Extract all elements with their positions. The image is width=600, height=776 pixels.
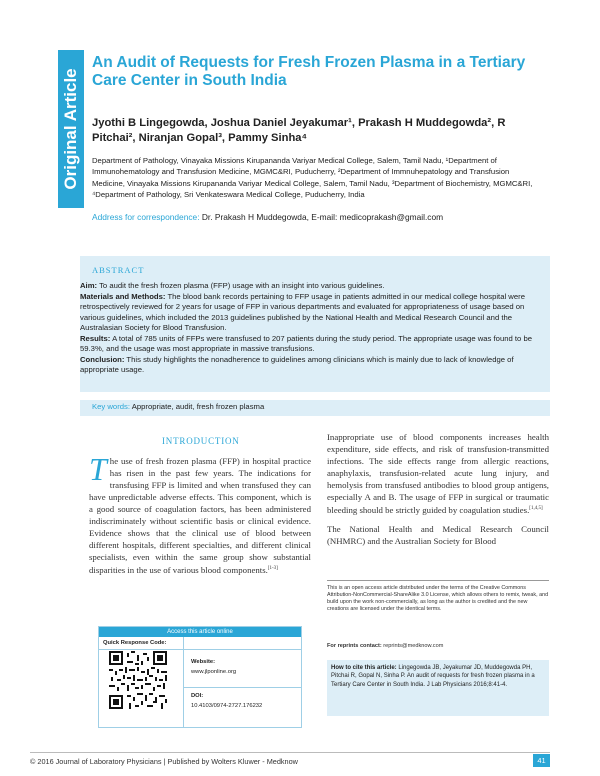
keywords-label: Key words: (92, 402, 131, 411)
divider (99, 649, 301, 650)
access-online-box (98, 626, 302, 728)
reprints-label: For reprints contact: (327, 643, 382, 649)
article-title: An Audit of Requests for Fresh Frozen Plasma in a Tertiary Care Center in South India (92, 54, 526, 89)
aim-text: To audit the fresh frozen plasma (FFP) usage with an insight into various guidelines. (99, 281, 385, 290)
citation-ref: [1-3] (267, 566, 278, 571)
reprints-email[interactable]: reprints@medknow.com (383, 643, 444, 649)
abstract-aim (80, 281, 550, 292)
citation-box (327, 660, 549, 716)
doi-link[interactable]: 10.4103/0974-2727.176232 (191, 703, 263, 709)
website-link[interactable]: www.jlponline.org (191, 669, 237, 675)
abstract-heading: ABSTRACT (92, 265, 145, 275)
results-text: A total of 785 units of FFPs were transfused to 207 patients during the study period. The appropriate usage was found to be 59.3%, and the usage was most appropriate in massive transfusions. (80, 333, 533, 353)
abstract-body (80, 281, 550, 376)
doi-label: DOI: (191, 693, 204, 699)
intro-column-right (327, 431, 549, 554)
footer-text: © 2016 Journal of Laboratory Physicians | Published by Wolters Kluwer - Medknow (30, 757, 298, 766)
abstract-methods (80, 292, 550, 334)
affiliations: Department of Pathology, Vinayaka Missions Kirupananda Variyar Medical College, Salem, Tamil Nadu, ¹Department of Immunohematology and Transfusion Medicine, MGMC&RI, Puducherry, ²Department of Immnuhepatology and Transfusion Medicine, Vinayaka Missions Kirupananda Variyar Medical College, Salem, Tamil Nadu, ³Department of Biochemistry, MGMC&RI, ⁴Department of Pathology, Sri Venkateswara Medical College, Puducherry, India (92, 156, 533, 200)
abstract-conclusion (80, 355, 550, 376)
correspondence-label: Address for correspondence: (92, 212, 200, 222)
article-type-label: Original Article (61, 68, 80, 190)
access-header: Access this article online (99, 627, 301, 637)
keywords-value: Appropriate, audit, fresh frozen plasma (131, 402, 265, 411)
methods-text: The blood bank records pertaining to FFP usage in patients admitted in our medical college hospital were retrospectively reviewed for 2 years for usage of FFP in various departments and evaluated for appropriateness of usage based on various guidelines, which included the 2013 guidelines published by the National Health and Medical Research Council and the Australasian Society for Blood Transfusion. (80, 291, 525, 332)
reprints-note (327, 643, 549, 649)
footer-divider (30, 752, 550, 753)
page-number: 41 (533, 754, 550, 767)
qr-code-icon[interactable] (109, 651, 167, 709)
intro-paragraph-2-block (327, 431, 549, 516)
abstract-results (80, 334, 550, 355)
conclusion-text: This study highlights the nonadherence to guidelines among clinicians which is mainly due to lack of knowledge of appropriate usage. (80, 354, 514, 374)
article-type-tab (58, 50, 84, 208)
divider (183, 637, 184, 727)
keywords (80, 400, 550, 416)
cite-label: How to cite this article: (331, 665, 397, 671)
correspondence (92, 212, 542, 222)
intro-paragraph-3: The National Health and Medical Research Council (NHMRC) and the Australian Society for Blood (327, 523, 549, 546)
introduction-heading: INTRODUCTION (162, 436, 240, 446)
citation-ref: [1,4,5] (529, 506, 543, 511)
website-label: Website: (191, 659, 216, 665)
intro-column-left (89, 451, 311, 576)
correspondence-value: Dr. Prakash H Muddegowda, E-mail: medicoprakash@gmail.com (201, 212, 444, 222)
qr-label: Quick Response Code: (103, 640, 167, 646)
divider (183, 687, 301, 688)
license-note: This is an open access article distributed under the terms of the Creative Commons Attribution-NonCommercial-ShareAlike 3.0 License, which allows others to remix, tweak, and build upon the work non-commercially, as long as the author is credited and the new creations are licensed under the identical terms. (327, 580, 549, 613)
intro-paragraph-2: Inappropriate use of blood components increases health expenditure, side effects, and risk of transfusion-transmitted infections. The side effects range from allergic reactions, anaphylaxis, transfusion-related acute lung injury, and hemolysis from transfused antibodies to blood group antigens, especially A and B. The usage of FFP in surgical or traumatic bleeding should be strictly guided by coagulation studies. (327, 432, 549, 515)
methods-label: Materials and Methods: (80, 291, 166, 301)
aim-label: Aim: (80, 281, 98, 290)
conclusion-label: Conclusion: (80, 354, 125, 364)
intro-paragraph-1: he use of fresh frozen plasma (FFP) in hospital practice has risen in the past few years. The indications for transfusing FFP is limited and when transfused they can have unpredictable adverse effects. This component, which is a good source of coagulation factors, has been administered indiscriminately without scientific basis or clinical evidence. Evidence shows that the clinical use of blood between different hospitals, different specialties, and different clinical specialists, even within the same group show substantial disparities in the use of various blood components. (89, 456, 311, 575)
author-list: Jyothi B Lingegowda, Joshua Daniel Jeyakumar¹, Prakash H Muddegowda², R Pitchai², Niranjan Gopal³, Pammy Sinha⁴ (92, 117, 506, 144)
cite-text: Lingegowda JB, Jeyakumar JD, Muddegowda PH, Pitchai R, Gopal N, Sinha P. An audit of requests for fresh frozen plasma in a Tertiary Care Center in South India. J Lab Physicians 2016;8:41-4. (331, 665, 535, 688)
drop-cap: T (89, 451, 107, 487)
results-label: Results: (80, 333, 111, 343)
